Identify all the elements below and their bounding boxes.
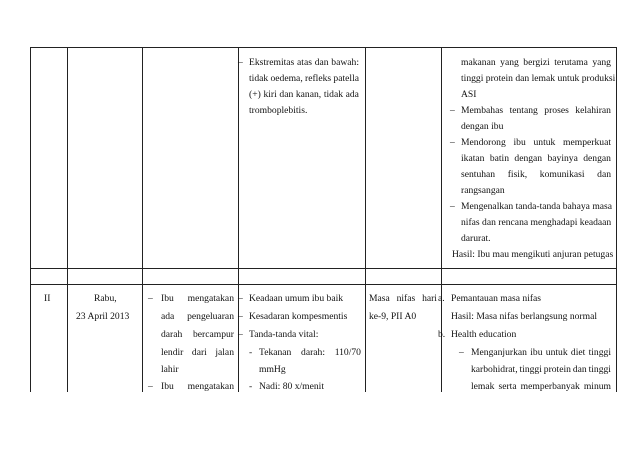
plan-line: nifas dan rencana menghadapi keadaan: [461, 217, 612, 228]
objective-line: tromboplebitis.: [249, 105, 308, 116]
plan-line: lemak serta memperbanyak minum: [471, 381, 611, 392]
plan-line: Membahas tentang proses kelahiran: [461, 105, 611, 116]
column-border: [365, 47, 366, 392]
plan-result: Hasil: Masa nifas berlangsung normal: [451, 311, 598, 322]
list-marker: b.: [438, 329, 446, 340]
subjective-line: ada pengeluaran: [161, 311, 234, 322]
list-marker: a.: [438, 293, 445, 304]
plan-line: Mengenalkan tanda-tanda bahaya masa: [461, 201, 613, 212]
row-divider: [30, 268, 616, 269]
plan-line: ikatan batin dengan bayinya dengan: [461, 153, 611, 164]
objective-line: Ekstremitas atas dan bawah:: [249, 57, 359, 68]
column-border: [30, 47, 31, 392]
objective-line: Tekanan darah: 110/70: [259, 347, 361, 358]
objective-line: (+) kiri dan kanan, tidak ada: [249, 89, 359, 100]
row-divider: [30, 284, 616, 285]
bullet: –: [459, 347, 464, 358]
bullet: –: [148, 293, 153, 304]
visit-day: Rabu,: [94, 293, 117, 304]
bullet: –: [238, 57, 243, 68]
objective-line: tidak oedema, refleks patella: [249, 73, 359, 84]
subjective-line: Ibu mengatakan: [161, 293, 234, 304]
objective-line: Nadi: 80 x/menit: [259, 381, 325, 392]
objective-line: Keadaan umum ibu baik: [249, 293, 344, 304]
plan-line: rangsangan: [461, 185, 505, 196]
objective-line: Kesadaran kompesmentis: [249, 311, 348, 322]
row-number: II: [44, 293, 51, 304]
plan-line: darurat.: [461, 233, 491, 244]
plan-line: ASI: [461, 89, 477, 100]
column-border: [238, 47, 239, 392]
assessment-line: ke-9, PII A0: [369, 311, 417, 322]
subjective-line: Ibu mengatakan: [161, 381, 234, 392]
objective-line: Tanda-tanda vital:: [249, 329, 319, 340]
plan-line: karbohidrat, tinggi protein dan tinggi: [471, 364, 611, 375]
bullet: –: [238, 293, 243, 304]
plan-line: sentuhan fisik, komunikasi dan: [461, 169, 611, 180]
table-top-border: [30, 47, 616, 48]
dash: -: [249, 381, 253, 392]
bullet: –: [450, 137, 455, 148]
subjective-line: darah bercampur: [161, 329, 234, 340]
plan-line: tinggi protein dan lemak untuk produksi: [461, 73, 616, 84]
column-border: [441, 47, 442, 392]
dash: -: [249, 347, 253, 358]
plan-result: Hasil: Ibu mau mengikuti anjuran petugas: [452, 249, 614, 260]
subjective-line: lendir dari jalan: [161, 347, 234, 358]
column-border: [142, 47, 143, 392]
bullet: –: [450, 201, 455, 212]
plan-line: Mendorong ibu untuk memperkuat: [461, 137, 611, 148]
bullet: –: [238, 329, 243, 340]
plan-line: dengan ibu: [461, 121, 504, 132]
column-border: [616, 47, 617, 392]
bullet: –: [450, 105, 455, 116]
bullet: –: [148, 381, 153, 392]
plan-line: Pemantauan masa nifas: [451, 293, 542, 304]
assessment-line: Masa nifas hari: [369, 293, 437, 304]
plan-line: Menganjurkan ibu untuk diet tinggi: [471, 347, 611, 358]
subjective-line: lahir: [161, 364, 179, 375]
plan-line: Health education: [451, 329, 517, 340]
plan-line: makanan yang bergizi terutama yang: [461, 57, 611, 68]
visit-date: 23 April 2013: [76, 311, 130, 322]
column-border: [67, 47, 68, 392]
objective-line: mmHg: [259, 364, 286, 375]
bullet: –: [238, 311, 243, 322]
